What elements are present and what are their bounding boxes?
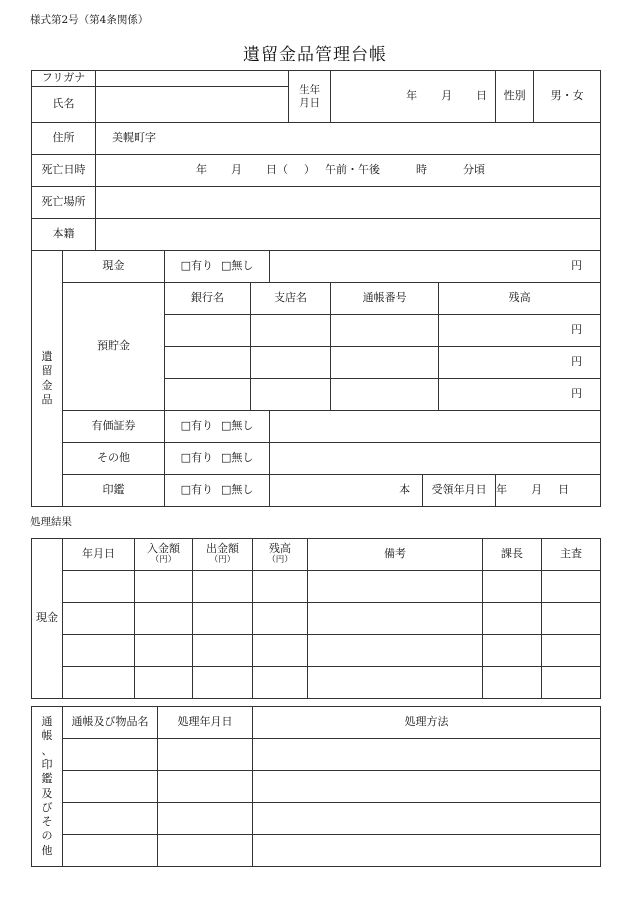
- item-name-header: 通帳及び物品名: [63, 707, 158, 739]
- section-chief-cell[interactable]: [483, 635, 542, 667]
- table-row: [32, 835, 601, 867]
- withdrawal-cell[interactable]: [193, 603, 253, 635]
- processing-method-header: 処理方法: [253, 707, 601, 739]
- name-field[interactable]: [96, 87, 289, 123]
- passbook-number-cell[interactable]: [331, 315, 439, 347]
- processing-results-label: 処理結果: [30, 516, 72, 528]
- passbook-number-header: 通帳番号: [331, 283, 439, 315]
- remarks-header: 備考: [308, 539, 483, 571]
- date-cell[interactable]: [63, 603, 135, 635]
- deposit-amount-header: 入金額 （円）: [135, 539, 193, 571]
- domicile-field[interactable]: [96, 219, 601, 251]
- balance-header: 残高: [439, 283, 601, 315]
- section-chief-cell[interactable]: [483, 603, 542, 635]
- remarks-cell[interactable]: [308, 603, 483, 635]
- withdrawal-cell[interactable]: [193, 571, 253, 603]
- balance-header: 残高 （円）: [253, 539, 308, 571]
- passbook-number-cell[interactable]: [331, 379, 439, 411]
- examiner-cell[interactable]: [542, 635, 601, 667]
- table-row: [32, 803, 601, 835]
- items-section-label: 遺 留 金 品: [32, 251, 63, 507]
- gender-options[interactable]: 男・女: [534, 71, 601, 123]
- decedent-info-table: [31, 70, 601, 507]
- securities-presence-options[interactable]: □有り □無し: [165, 411, 270, 443]
- items-processing-table: [31, 706, 601, 867]
- received-date-label: 受領年月日: [423, 475, 496, 507]
- securities-detail-field[interactable]: [270, 411, 601, 443]
- table-row: [32, 771, 601, 803]
- balance-cell[interactable]: 円: [439, 379, 601, 411]
- item-name-cell[interactable]: [63, 771, 158, 803]
- seal-label: 印鑑: [63, 475, 165, 507]
- cash-presence-options[interactable]: □有り □無し: [165, 251, 270, 283]
- deposit-cell[interactable]: [135, 571, 193, 603]
- cash-processing-table: [31, 538, 601, 699]
- balance-cell[interactable]: 円: [439, 315, 601, 347]
- deposit-cell[interactable]: [135, 667, 193, 699]
- section-chief-header: 課長: [483, 539, 542, 571]
- balance-cell[interactable]: [253, 667, 308, 699]
- examiner-header: 主査: [542, 539, 601, 571]
- item-name-cell[interactable]: [63, 803, 158, 835]
- deposit-cell[interactable]: [135, 603, 193, 635]
- address-field[interactable]: 美幌町字: [96, 123, 601, 155]
- examiner-cell[interactable]: [542, 667, 601, 699]
- bank-name-cell[interactable]: [165, 379, 251, 411]
- date-cell[interactable]: [63, 635, 135, 667]
- death-datetime-field[interactable]: 年 月 日（ ） 午前・午後 時 分頃: [96, 155, 601, 187]
- withdrawal-cell[interactable]: [193, 667, 253, 699]
- processing-date-cell[interactable]: [158, 803, 253, 835]
- birth-date-field[interactable]: 年 月 日: [331, 71, 496, 123]
- seal-presence-options[interactable]: □有り □無し: [165, 475, 270, 507]
- gender-label: 性別: [496, 71, 534, 123]
- name-label: 氏名: [32, 87, 96, 123]
- withdrawal-amount-header: 出金額 （円）: [193, 539, 253, 571]
- deposit-cell[interactable]: [135, 635, 193, 667]
- furigana-label: フリガナ: [32, 71, 96, 87]
- cash-label: 現金: [63, 251, 165, 283]
- death-place-label: 死亡場所: [32, 187, 96, 219]
- processing-date-cell[interactable]: [158, 835, 253, 867]
- table-row: [32, 667, 601, 699]
- remarks-cell[interactable]: [308, 667, 483, 699]
- bank-name-cell[interactable]: [165, 315, 251, 347]
- balance-cell[interactable]: [253, 635, 308, 667]
- item-name-cell[interactable]: [63, 739, 158, 771]
- processing-date-cell[interactable]: [158, 739, 253, 771]
- balance-cell[interactable]: [253, 603, 308, 635]
- other-detail-field[interactable]: [270, 443, 601, 475]
- other-label: その他: [63, 443, 165, 475]
- branch-name-cell[interactable]: [251, 347, 331, 379]
- processing-method-cell[interactable]: [253, 771, 601, 803]
- bank-name-header: 銀行名: [165, 283, 251, 315]
- processing-method-cell[interactable]: [253, 835, 601, 867]
- death-datetime-label: 死亡日時: [32, 155, 96, 187]
- table-row: [32, 571, 601, 603]
- withdrawal-cell[interactable]: [193, 635, 253, 667]
- date-header: 年月日: [63, 539, 135, 571]
- balance-cell[interactable]: 円: [439, 347, 601, 379]
- processing-date-header: 処理年月日: [158, 707, 253, 739]
- table-row: [32, 603, 601, 635]
- other-presence-options[interactable]: □有り □無し: [165, 443, 270, 475]
- section-chief-cell[interactable]: [483, 667, 542, 699]
- domicile-label: 本籍: [32, 219, 96, 251]
- bank-name-cell[interactable]: [165, 347, 251, 379]
- address-label: 住所: [32, 123, 96, 155]
- deposit-label: 預貯金: [63, 283, 165, 411]
- section-chief-cell[interactable]: [483, 571, 542, 603]
- furigana-field[interactable]: [96, 71, 289, 87]
- remarks-cell[interactable]: [308, 571, 483, 603]
- branch-name-cell[interactable]: [251, 315, 331, 347]
- table-row: [32, 739, 601, 771]
- date-cell[interactable]: [63, 571, 135, 603]
- birth-date-label: 生年 月日: [289, 71, 331, 123]
- table-row: [32, 635, 601, 667]
- seal-count-field[interactable]: 本: [270, 475, 423, 507]
- securities-label: 有価証券: [63, 411, 165, 443]
- page-title: 遺留金品管理台帳: [243, 45, 387, 65]
- death-place-field[interactable]: [96, 187, 601, 219]
- others-section-label: 通 帳 、 印 鑑 及 び そ の 他: [32, 707, 63, 867]
- cash-amount-field[interactable]: 円: [270, 251, 601, 283]
- examiner-cell[interactable]: [542, 603, 601, 635]
- examiner-cell[interactable]: [542, 571, 601, 603]
- form-number-label: 様式第2号（第4条関係）: [30, 14, 149, 26]
- received-date-field[interactable]: 年 月 日: [496, 475, 601, 507]
- branch-name-header: 支店名: [251, 283, 331, 315]
- processing-method-cell[interactable]: [253, 739, 601, 771]
- branch-name-cell[interactable]: [251, 379, 331, 411]
- remarks-cell[interactable]: [308, 635, 483, 667]
- cash-section-label: 現金: [32, 539, 63, 699]
- date-cell[interactable]: [63, 667, 135, 699]
- passbook-number-cell[interactable]: [331, 347, 439, 379]
- processing-method-cell[interactable]: [253, 803, 601, 835]
- item-name-cell[interactable]: [63, 835, 158, 867]
- processing-date-cell[interactable]: [158, 771, 253, 803]
- balance-cell[interactable]: [253, 571, 308, 603]
